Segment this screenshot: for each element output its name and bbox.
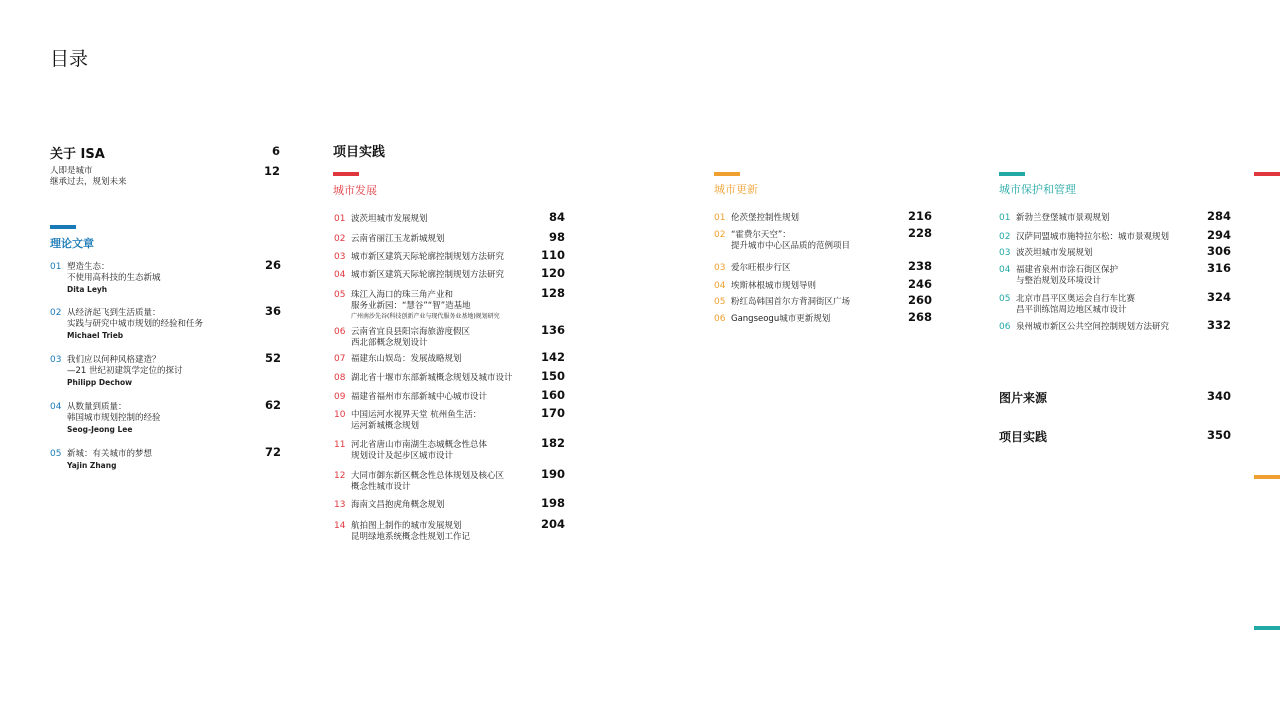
toc-entry-text (1016, 265, 1118, 287)
toc-entry-line: 埃斯林根城市规划导则 (731, 281, 817, 291)
toc-entry-number: 10 (334, 410, 346, 420)
toc-entry-text (731, 230, 850, 252)
theory-accent-bar (50, 225, 76, 229)
toc-entry-line: 伦茨堡控制性规划 (731, 213, 800, 223)
toc-entry-number: 01 (334, 214, 346, 224)
toc-entry-page: 190 (540, 467, 565, 481)
toc-entry-number: 04 (50, 402, 62, 412)
toc-entry-page: 246 (907, 277, 932, 291)
toc-entry-number: 03 (714, 263, 726, 273)
toc-entry-text (351, 440, 487, 462)
toc-entry-page: 204 (540, 517, 565, 531)
toc-entry-line: 珠江入海口的珠三角产业和 (351, 290, 454, 300)
toc-entry-number: 02 (50, 308, 62, 318)
toc-entry[interactable] (50, 351, 281, 387)
toc-entry-author: Philipp Dechow (67, 378, 133, 387)
toc-entry-text (351, 214, 428, 225)
toc-entry-text (67, 355, 183, 388)
toc-entry-number: 01 (714, 213, 726, 223)
toc-entry-number: 04 (334, 270, 346, 280)
toc-entry[interactable] (999, 318, 1231, 352)
toc-entry[interactable] (50, 398, 281, 434)
toc-entry-page: 238 (907, 259, 932, 273)
page-title: 目录 (50, 48, 89, 70)
toc-entry-page: 72 (264, 445, 281, 459)
about-line-2[interactable]: 继承过去，规划未来 (50, 177, 127, 187)
toc-entry-line: 粉红岛韩国首尔方背洞街区广场 (731, 297, 851, 307)
toc-entry-page: 160 (540, 388, 565, 402)
toc-entry-page: 98 (548, 230, 565, 244)
toc-entry-number: 02 (334, 234, 346, 244)
toc-entry-line: 新城：有关城市的梦想 (67, 449, 153, 459)
toc-entry-line: 中国运河水视界天堂 杭州鱼生活： (351, 410, 482, 420)
toc-entry[interactable] (714, 310, 932, 344)
toc-entry-page: 324 (1206, 290, 1231, 304)
toc-entry-page: 182 (540, 436, 565, 450)
toc-entry-page: 110 (540, 248, 565, 262)
toc-entry-page: 36 (264, 304, 281, 318)
toc-entry-page: 306 (1206, 244, 1231, 258)
toc-entry-number: 05 (999, 294, 1011, 304)
toc-entry[interactable] (50, 445, 281, 479)
urban-renewal-heading: 城市更新 (714, 183, 758, 196)
about-title-page: 6 (271, 144, 280, 158)
toc-entry-line: 从经济起飞到生活质量： (67, 308, 161, 318)
extra-image-sources[interactable]: 图片来源 (999, 391, 1048, 405)
toc-entry-line: 大同市御东新区概念性总体规划及核心区 (351, 471, 505, 481)
toc-entry[interactable] (334, 406, 565, 440)
toc-entry-page: 52 (264, 351, 281, 365)
toc-entry-text (67, 262, 161, 295)
toc-entry-number: 03 (999, 248, 1011, 258)
toc-entry-text (351, 270, 504, 281)
toc-entry-number: 05 (714, 297, 726, 307)
toc-entry-number: 03 (334, 252, 346, 262)
toc-entry-author: Michael Trieb (67, 331, 124, 340)
toc-entry-line: 汉萨同盟城市施特拉尔松：城市景观规划 (1016, 232, 1170, 242)
about-title[interactable]: 关于 ISA (50, 147, 105, 162)
toc-entry-page: 170 (540, 406, 565, 420)
toc-entry-text (1016, 294, 1135, 316)
edge-tab-teal (1254, 626, 1280, 630)
toc-entry-line: 云南省丽江玉龙新城规划 (351, 234, 445, 244)
toc-entry-line: 新勃兰登堡城市景观规划 (1016, 213, 1110, 223)
toc-entry-page: 284 (1206, 209, 1231, 223)
toc-entry-text (351, 410, 481, 432)
toc-entry-line: 实践与研究中城市规划的经验和任务 (67, 319, 204, 329)
toc-entry-line: 昌平训练馆周边地区城市设计 (1016, 305, 1127, 315)
toc-entry-line: 与整治规划及环境设计 (1016, 276, 1102, 286)
urban-dev-accent-bar (333, 172, 359, 176)
toc-entry-text (731, 297, 850, 308)
toc-entry-page: 128 (540, 286, 565, 300)
toc-entry-line: Gangseogu城市更新规划 (731, 314, 831, 324)
toc-entry-line: 从数量到质量： (67, 402, 127, 412)
toc-entry-line: 运河新城概念规划 (351, 421, 420, 431)
toc-entry-number: 01 (999, 213, 1011, 223)
about-line-page: 12 (263, 164, 280, 178)
edge-tab-red (1254, 172, 1280, 176)
toc-entry-page: 332 (1206, 318, 1231, 332)
toc-entry[interactable] (334, 467, 565, 501)
toc-entry-text (731, 314, 830, 325)
toc-entry-line: 福建东山娱岛：发展战略规划 (351, 354, 462, 364)
toc-entry-text (351, 234, 445, 245)
toc-entry-line: 不使用高科技的生态新城 (67, 273, 161, 283)
urban-protect-accent-bar (999, 172, 1025, 176)
toc-entry-number: 04 (714, 281, 726, 291)
toc-entry-line: 服务业新园：“慧谷”“智”造基地 (351, 301, 471, 311)
toc-entry-number: 09 (334, 392, 346, 402)
toc-entry-subnote: 广州南沙先谷(科技创新产业与现代服务业基地)规划研究 (351, 313, 500, 320)
extra-practice[interactable]: 项目实践 (999, 430, 1048, 444)
toc-entry-line: “霍费尔天空”： (731, 230, 791, 240)
toc-entry-line: 我们应以何种风格建造？ (67, 355, 161, 365)
toc-entry-line: 西北部概念规划设计 (351, 338, 428, 348)
toc-entry-line: 波茨坦城市发展规划 (351, 214, 428, 224)
urban-protect-heading: 城市保护和管理 (999, 183, 1076, 196)
toc-entry-line: 河北省唐山市南湖生态城概念性总体 (351, 440, 488, 450)
toc-entry-text (351, 500, 445, 511)
toc-entry-text (351, 290, 500, 321)
toc-entry-number: 04 (999, 265, 1011, 275)
toc-entry-line: 韩国城市规划控制的经验 (67, 413, 161, 423)
toc-entry-line: 爱尔旺根步行区 (731, 263, 791, 273)
toc-entry-page: 268 (907, 310, 932, 324)
toc-entry-page: 142 (540, 350, 565, 364)
toc-entry-text (351, 521, 470, 543)
toc-entry-author: Dita Leyh (67, 285, 108, 294)
toc-entry-line: 塑造生态： (67, 262, 110, 272)
toc-entry-text (351, 392, 487, 403)
toc-entry-number: 05 (50, 449, 62, 459)
toc-entry-text (351, 471, 504, 493)
toc-entry-number: 05 (334, 290, 346, 300)
toc-entry-number: 07 (334, 354, 346, 364)
toc-entry-line: 云南省宜良县阳宗海旅游度假区 (351, 327, 471, 337)
toc-entry-text (1016, 213, 1110, 224)
toc-entry[interactable] (334, 517, 565, 551)
toc-entry[interactable] (999, 261, 1231, 295)
toc-entry[interactable] (714, 226, 932, 260)
toc-entry-line: 提升城市中心区品质的范例项目 (731, 241, 851, 251)
toc-entry-line: 波茨坦城市发展规划 (1016, 248, 1093, 258)
toc-entry[interactable] (50, 258, 281, 294)
toc-entry-text (67, 308, 203, 341)
toc-entry-page: 198 (540, 496, 565, 510)
urban-renewal-accent-bar (714, 172, 740, 176)
toc-entry-line: 海南文昌抱虎角概念规划 (351, 500, 445, 510)
toc-entry-line: 泉州城市新区公共空间控制规划方法研究 (1016, 322, 1170, 332)
toc-entry-number: 02 (999, 232, 1011, 242)
toc-entry-number: 01 (50, 262, 62, 272)
toc-entry-page: 26 (264, 258, 281, 272)
toc-entry-number: 06 (334, 327, 346, 337)
toc-entry-text (1016, 322, 1169, 333)
edge-tab-orange (1254, 475, 1280, 479)
urban-dev-heading: 城市发展 (333, 184, 377, 197)
about-line-1[interactable]: 人即是城市 (50, 166, 93, 176)
toc-entry-text (351, 327, 470, 349)
toc-entry-page: 228 (907, 226, 932, 240)
toc-entry-text (67, 449, 152, 471)
toc-entry-number: 14 (334, 521, 346, 531)
toc-entry-text (351, 354, 462, 365)
toc-entry[interactable] (334, 436, 565, 470)
toc-entry-number: 06 (999, 322, 1011, 332)
toc-entry-line: 城市新区建筑天际轮廓控制规划方法研究 (351, 270, 505, 280)
practice-title: 项目实践 (333, 145, 386, 160)
toc-entry-author: Yajin Zhang (67, 461, 117, 470)
toc-entry-text (731, 263, 791, 274)
toc-entry-text (351, 252, 504, 263)
toc-entry-number: 11 (334, 440, 346, 450)
toc-entry-text (731, 281, 816, 292)
toc-entry-author: Seog-Jeong Lee (67, 425, 133, 434)
toc-entry-number: 03 (50, 355, 62, 365)
toc-entry-line: —21 世纪初建筑学定位的探讨 (67, 366, 183, 376)
toc-entry-line: 概念性城市设计 (351, 482, 411, 492)
toc-entry-line: 城市新区建筑天际轮廓控制规划方法研究 (351, 252, 505, 262)
extra-practice-page: 350 (1206, 428, 1231, 442)
toc-entry-page: 84 (548, 210, 565, 224)
toc-entry-number: 06 (714, 314, 726, 324)
toc-entry-number: 12 (334, 471, 346, 481)
toc-entry[interactable] (334, 286, 565, 320)
toc-entry-page: 294 (1206, 228, 1231, 242)
toc-entry-text (1016, 232, 1169, 243)
toc-entry-page: 62 (264, 398, 281, 412)
toc-entry-text (1016, 248, 1093, 259)
extra-image-sources-page: 340 (1206, 389, 1231, 403)
toc-entry-text (67, 402, 161, 435)
toc-entry-line: 航拍图上制作的城市发展规划 (351, 521, 462, 531)
toc-entry-page: 150 (540, 369, 565, 383)
toc-entry-line: 福建省福州市东部新城中心城市设计 (351, 392, 488, 402)
toc-entry-page: 260 (907, 293, 932, 307)
toc-entry-text (351, 373, 513, 384)
toc-entry-page: 136 (540, 323, 565, 337)
toc-entry[interactable] (50, 304, 281, 340)
theory-heading: 理论文章 (50, 237, 94, 250)
toc-entry-line: 福建省泉州市涂石街区保护 (1016, 265, 1119, 275)
toc-entry-line: 北京市昌平区奥运会自行车比赛 (1016, 294, 1136, 304)
toc-entry-page: 316 (1206, 261, 1231, 275)
toc-entry-number: 08 (334, 373, 346, 383)
toc-entry-line: 湖北省十堰市东部新城概念规划及城市设计 (351, 373, 513, 383)
toc-entry-line: 规划设计及起步区城市设计 (351, 451, 454, 461)
toc-entry-page: 120 (540, 266, 565, 280)
toc-entry-number: 13 (334, 500, 346, 510)
toc-entry-number: 02 (714, 230, 726, 240)
toc-entry-page: 216 (907, 209, 932, 223)
toc-entry-text (731, 213, 799, 224)
toc-entry-line: 昆明绿地系统概念性规划工作记 (351, 532, 471, 542)
